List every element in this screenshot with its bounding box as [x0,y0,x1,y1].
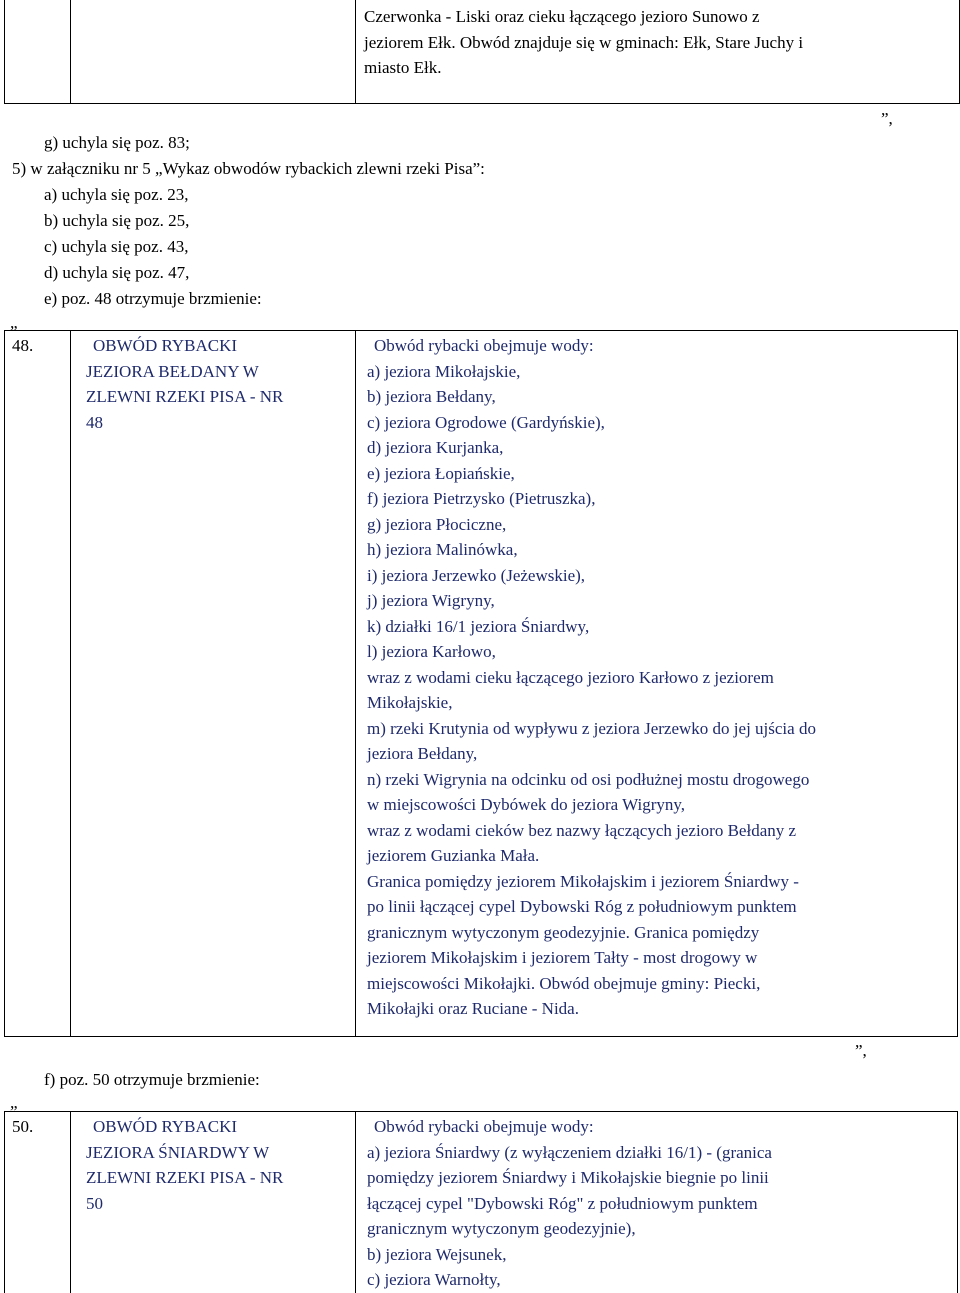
entry-name [86,333,283,435]
text-line: Obwód rybacki obejmuje wody: [374,1117,594,1136]
text-line: granicznym wytyczonym geodezyjnie), [367,1219,636,1238]
text-line: Mikołajskie, [367,693,453,712]
table-border-top [4,1111,958,1112]
text-line: łączącej cypel "Dybowski Róg" z południowym punktem [367,1193,758,1213]
text-line: g) jeziora Płociczne, [367,514,507,534]
table-border-left [4,330,5,1036]
table-divider-1 [70,330,71,1036]
text-line: 50 [86,1193,103,1213]
text-line: a) jeziora Mikołajskie, [367,361,521,381]
table-border-right [957,1111,958,1293]
entry-description [367,1114,772,1293]
amendment-g: g) uchyla się poz. 83; [44,133,190,152]
top-table-divider-1 [70,0,71,103]
text-line: miejscowości Mikołajki. Obwód obejmuje gminy: Piecki, [367,973,761,993]
text-line: ZLEWNI RZEKI PISA - NR [86,1168,284,1187]
table-divider-1 [70,1111,71,1293]
entry-name [86,1114,283,1216]
text-line: m) rzeki Krutynia od wypływu z jeziora Jerzewko do jej ujścia do [367,718,816,738]
text-line: jeziorem Ełk. Obwód znajduje się w gminach: Ełk, Stare Juchy i [364,32,804,52]
text-line: c) jeziora Warnołty, [367,1270,501,1289]
table-divider-2 [355,1111,356,1293]
table-border-top [4,330,958,331]
text-line: miasto Ełk. [364,58,442,77]
opening-quote: „ [10,313,18,332]
entry-number: 48. [12,336,34,355]
text-line: b) jeziora Bełdany, [367,387,496,406]
text-line: JEZIORA ŚNIARDWY W [86,1142,270,1162]
amendment-f: f) poz. 50 otrzymuje brzmienie: [44,1070,260,1089]
top-row-description [364,4,803,81]
text-line: d) jeziora Kurjanka, [367,438,504,457]
text-line: n) rzeki Wigrynia na odcinku od osi podłużnej mostu drogowego [367,769,810,789]
text-line: k) działki 16/1 jeziora Śniardwy, [367,616,590,636]
text-line: Granica pomiędzy jeziorem Mikołajskim i jeziorem Śniardwy - [367,871,799,891]
table-border-left [4,1111,5,1293]
text-line: w miejscowości Dybówek do jeziora Wigryny, [367,795,685,814]
text-line: j) jeziora Wigryny, [367,591,495,610]
text-line: jeziorem Mikołajskim i jeziorem Tałty - most drogowy w [367,948,758,967]
amendment-e: e) poz. 48 otrzymuje brzmienie: [44,289,262,308]
text-line: ZLEWNI RZEKI PISA - NR [86,387,284,406]
text-line: wraz z wodami cieków bez nazwy łączących jezioro Bełdany z [367,820,797,840]
text-line: Obwód rybacki obejmuje wody: [374,336,594,355]
text-line: wraz z wodami cieku łączącego jezioro Karłowo z jeziorem [367,667,774,687]
text-line: OBWÓD RYBACKI [93,1117,238,1136]
text-line: jeziora Bełdany, [367,744,478,763]
text-line: jeziorem Guzianka Mała. [367,846,540,865]
text-line: OBWÓD RYBACKI [93,336,238,355]
table-divider-2 [355,330,356,1036]
text-line: Mikołajki oraz Ruciane - Nida. [367,999,579,1018]
amendment-b: b) uchyla się poz. 25, [44,211,190,230]
amendment-a: a) uchyla się poz. 23, [44,185,189,204]
closing-quote: ”, [881,109,893,128]
text-line: JEZIORA BEŁDANY W [86,361,259,381]
text-line: b) jeziora Wejsunek, [367,1244,507,1264]
text-line: f) jeziora Pietrzysko (Pietruszka), [367,489,596,508]
top-table-divider-2 [355,0,356,103]
text-line: l) jeziora Karłowo, [367,642,496,661]
text-line: e) jeziora Łopiańskie, [367,463,515,483]
amendment-c: c) uchyla się poz. 43, [44,237,189,256]
text-line: pomiędzy jeziorem Śniardwy i Mikołajskie biegnie po linii [367,1168,769,1187]
closing-quote: ”, [855,1041,867,1060]
text-line: h) jeziora Malinówka, [367,540,518,559]
text-line: 48 [86,412,103,432]
amendment-d: d) uchyla się poz. 47, [44,263,190,282]
text-line: granicznym wytyczonym geodezyjnie. Granica pomiędzy [367,922,760,942]
text-line: Czerwonka - Liski oraz cieku łączącego jezioro Sunowo z [364,7,760,26]
amendment-item-5: 5) w załączniku nr 5 „Wykaz obwodów rybackich zlewni rzeki Pisa”: [12,159,485,178]
table-border-right [957,330,958,1036]
text-line: po linii łączącej cypel Dybowski Róg z południowym punktem [367,897,797,916]
text-line: a) jeziora Śniardwy (z wyłączeniem działki 16/1) - (granica [367,1142,772,1162]
text-line: i) jeziora Jerzewko (Jeżewskie), [367,565,586,585]
entry-description [367,333,816,1022]
entry-number: 50. [12,1117,34,1136]
text-line: c) jeziora Ogrodowe (Gardyńskie), [367,412,605,432]
opening-quote: „ [10,1093,18,1112]
table-border-bottom [4,1036,958,1037]
